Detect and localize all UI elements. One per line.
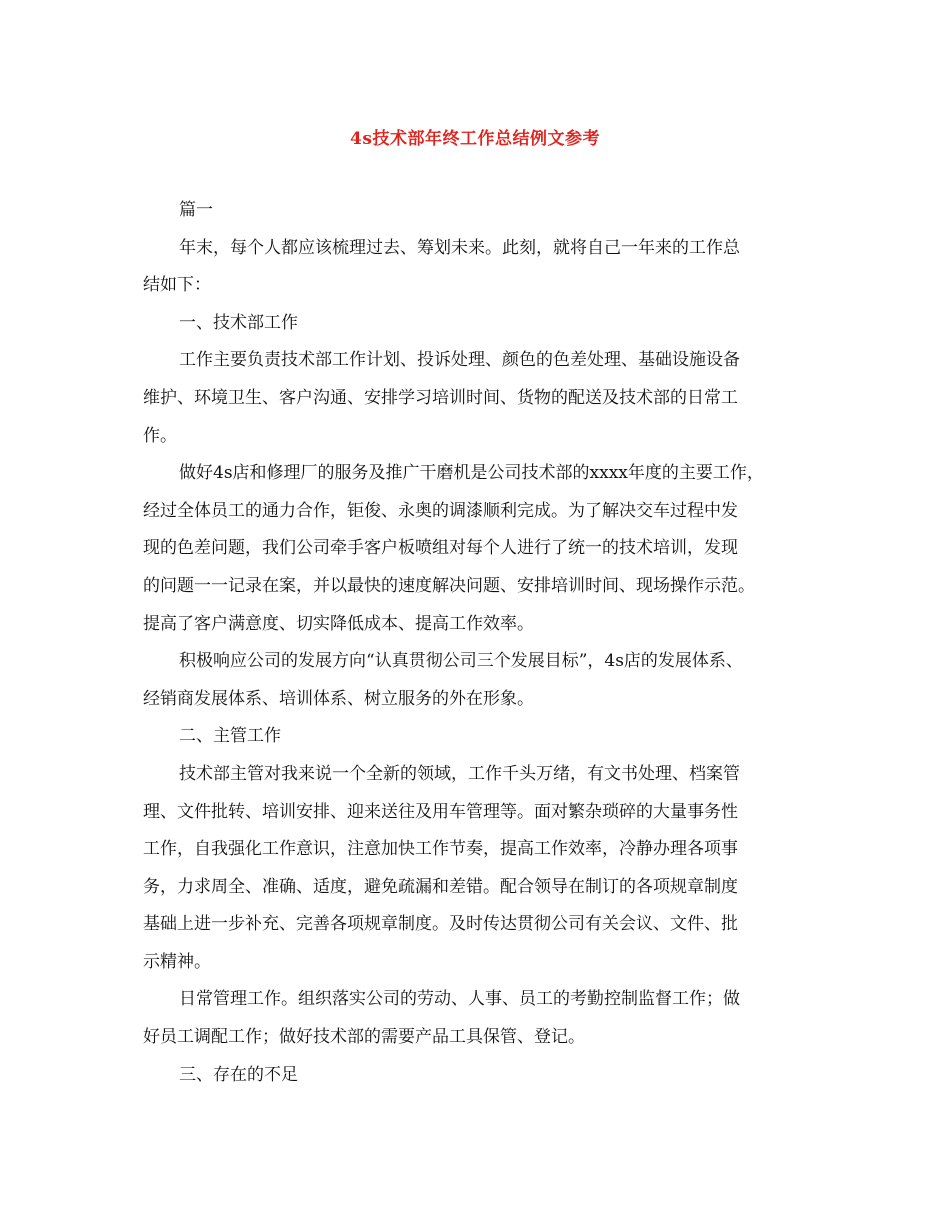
text-line: 作。: [143, 425, 177, 446]
text-line: 年末，每个人都应该梳理过去、筹划未来。此刻，就将自己一年来的工作总: [179, 237, 740, 258]
text-line: 务，力求周全、准确、适度，避免疏漏和差错。配合领导在制订的各项规章制度: [143, 876, 738, 897]
text-line: 工作主要负责技术部工作计划、投诉处理、颜色的色差处理、基础设施设备: [179, 350, 740, 371]
text-line: 现的色差问题，我们公司牵手客户板喷组对每个人进行了统一的技术培训，发现: [143, 538, 738, 559]
text-line: 日常管理工作。组织落实公司的劳动、人事、员工的考勤控制监督工作；做: [179, 989, 740, 1010]
text-line: 维护、环境卫生、客户沟通、安排学习培训时间、货物的配送及技术部的日常工: [143, 387, 738, 408]
text-line: 结如下：: [143, 275, 211, 296]
text-line: 的问题一一记录在案，并以最快的速度解决问题、安排培训时间、现场操作示范。: [143, 575, 755, 596]
text-line: 基础上进一步补充、完善各项规章制度。及时传达贯彻公司有关会议、文件、批: [143, 914, 738, 935]
text-line: 二、主管工作: [179, 726, 281, 747]
text-line: 经过全体员工的通力合作，钜俊、永奥的调漆顺利完成。为了解决交车过程中发: [143, 500, 738, 521]
text-line: 做好4s店和修理厂的服务及推广干磨机是公司技术部的xxxx年度的主要工作，: [179, 463, 764, 484]
text-line: 篇一: [179, 200, 213, 220]
document-body: [143, 192, 813, 1094]
text-line: 工作，自我强化工作意识，注意加快工作节奏，提高工作效率，冷静办理各项事: [143, 839, 738, 860]
text-line: 积极响应公司的发展方向“认真贯彻公司三个发展目标”，4s店的发展体系、: [179, 651, 743, 672]
text-line: 技术部主管对我来说一个全新的领域，工作千头万绪，有文书处理、档案管: [179, 763, 740, 784]
text-line: 提高了客户满意度、切实降低成本、提高工作效率。: [143, 613, 534, 634]
document-title: 4s技术部年终工作总结例文参考: [350, 129, 600, 149]
text-line: 经销商发展体系、培训体系、树立服务的外在形象。: [143, 688, 534, 709]
text-line: 一、技术部工作: [179, 312, 298, 333]
text-line: 三、存在的不足: [179, 1064, 298, 1085]
text-line: 示精神。: [143, 951, 211, 972]
text-line: 好员工调配工作；做好技术部的需要产品工具保管、登记。: [143, 1027, 585, 1048]
text-line: 理、文件批转、培训安排、迎来送往及用车管理等。面对繁杂琐碎的大量事务性: [143, 801, 738, 822]
